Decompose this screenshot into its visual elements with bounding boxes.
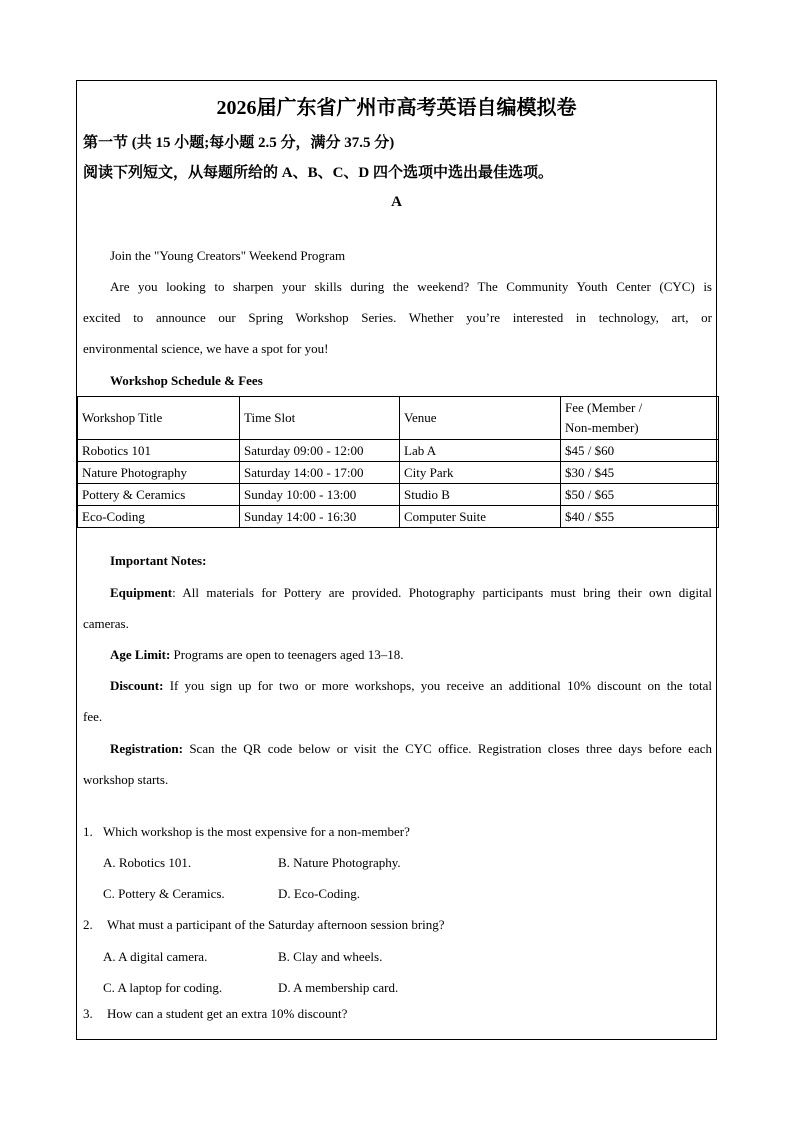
header-cell: Time Slot [240,397,400,440]
question-3-stem: How can a student get an extra 10% discount? [107,1006,348,1021]
note-discount [110,678,712,694]
exam-title: 2026届广东省广州市高考英语自编模拟卷 [216,97,577,119]
note-age-text: Programs are open to teenagers aged 13–18. [170,647,404,662]
table-cell: Robotics 101 [78,440,240,462]
question-1-number: 1. [83,824,93,839]
note-discount-text: If you sign up for two or more workshops, you receive an additional 10% discount on the total [163,678,712,693]
note-discount-cont: fee. [83,709,103,724]
intro-line-1: Are you looking to sharpen your skills during the weekend? The Community Youth Center (CYC) is [110,279,712,294]
workshop-schedule-table [77,396,719,528]
table-cell: Saturday 14:00 - 17:00 [240,462,400,484]
table-header-row [78,397,719,440]
note-equipment-cont: cameras. [83,616,129,631]
table-cell: Sunday 10:00 - 13:00 [240,484,400,506]
table-cell: Sunday 14:00 - 16:30 [240,506,400,528]
note-registration [110,741,712,757]
table-row [78,506,719,528]
table-row [78,462,719,484]
passage-letter: A [391,194,402,210]
header-cell: Workshop Title [78,397,240,440]
question-1-option-a[interactable]: A. Robotics 101. [103,855,192,870]
question-2-option-c[interactable]: C. A laptop for coding. [103,980,223,995]
table-cell: City Park [400,462,561,484]
passage-heading: Join the "Young Creators" Weekend Program [110,248,346,263]
table-cell: Studio B [400,484,561,506]
note-discount-label: Discount: [110,678,164,693]
table-row [78,484,719,506]
table-cell: $40 / $55 [561,506,719,528]
header-cell-fee [561,397,719,440]
header-fee-line-1: Fee (Member / [565,400,643,415]
table-row [78,440,719,462]
intro-line-3: environmental science, we have a spot for you! [83,341,329,356]
question-3-number: 3. [83,1006,93,1021]
note-age-label: Age Limit: [110,647,171,662]
section-heading: 第一节 (共 15 小题;每小题 2.5 分，满分 37.5 分) [83,135,395,151]
note-registration-cont: workshop starts. [83,772,169,787]
note-equipment-label: Equipment [110,585,173,600]
question-1-option-b[interactable]: B. Nature Photography. [278,855,401,870]
note-equipment [110,585,712,601]
table-cell: Saturday 09:00 - 12:00 [240,440,400,462]
note-registration-text: Scan the QR code below or visit the CYC office. Registration closes three days before each [182,741,712,756]
header-cell: Venue [400,397,561,440]
intro-line-2: excited to announce our Spring Workshop Series. Whether you’re interested in technology, art, or [83,310,712,325]
note-registration-label: Registration: [110,741,183,756]
question-1-option-c[interactable]: C. Pottery & Ceramics. [103,886,225,901]
table-cell: Pottery & Ceramics [78,484,240,506]
header-fee-line-2: Non-member) [565,420,639,435]
table-cell: $45 / $60 [561,440,719,462]
note-age-limit [110,647,404,663]
instruction: 阅读下列短文，从每题所给的 A、B、C、D 四个选项中选出最佳选项。 [83,165,554,181]
table-cell: $30 / $45 [561,462,719,484]
question-2-option-b[interactable]: B. Clay and wheels. [278,949,383,964]
question-1-stem: Which workshop is the most expensive for a non-member? [103,824,410,839]
table-cell: Eco-Coding [78,506,240,528]
question-2-number: 2. [83,917,93,932]
question-2-option-d[interactable]: D. A membership card. [278,980,399,995]
table-cell: Nature Photography [78,462,240,484]
question-2-stem: What must a participant of the Saturday afternoon session bring? [107,917,445,932]
table-cell: $50 / $65 [561,484,719,506]
table-cell: Computer Suite [400,506,561,528]
notes-heading: Important Notes: [110,553,207,568]
table-title: Workshop Schedule & Fees [110,373,263,388]
note-equipment-text: : All materials for Pottery are provided. Photography participants must bring their own digital [172,585,712,600]
exam-page-frame [76,80,717,1040]
question-1-option-d[interactable]: D. Eco-Coding. [278,886,360,901]
table-cell: Lab A [400,440,561,462]
question-2-option-a[interactable]: A. A digital camera. [103,949,208,964]
